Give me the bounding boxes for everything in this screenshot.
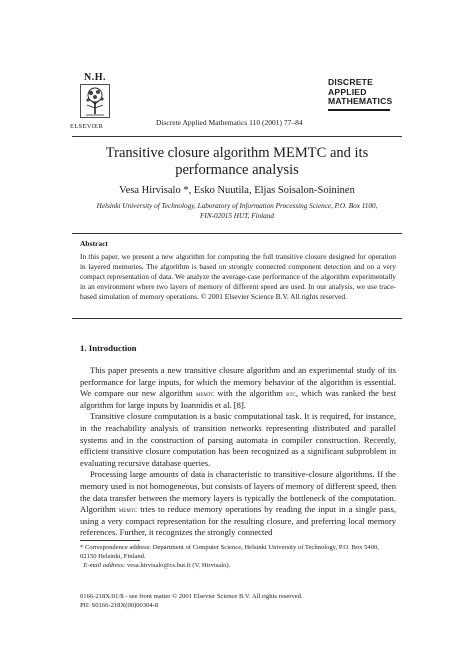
footnote-text: * Correspondence address: Department of Computer Science, Helsinki University of Technology, P.O. Box 5400, 02150 Helsinki, Finland. xyxy=(80,544,379,560)
text-run: with the algorithm xyxy=(214,388,287,399)
affiliation-line: FIN-02015 HUT, Finland xyxy=(200,211,274,220)
abstract-top-divider xyxy=(72,233,402,234)
journal-brand-line: DISCRETE xyxy=(328,77,374,87)
publisher-logo xyxy=(78,72,112,120)
footnote-email xyxy=(80,562,396,571)
journal-brand-line: MATHEMATICS xyxy=(328,96,393,106)
tree-logo-icon xyxy=(80,84,110,118)
algorithm-name: memtc xyxy=(118,505,138,515)
copyright-line: 0166-218X/01/$ - see front matter © 2001 Elsevier Science B.V. All rights reserved. xyxy=(80,593,303,600)
text-run: This paper presents a new transitive closure algorithm and an experimental study of its performance for large inputs, for which the memory behavior of the algorithm is essential. We compare our new algorithm xyxy=(80,365,396,399)
logo-text: N.H. xyxy=(84,72,106,83)
journal-brand xyxy=(328,78,392,111)
email-value: vesa.hirvisalo@cs.hut.fi (V. Hirvisalo). xyxy=(125,561,231,569)
header-divider xyxy=(72,136,402,137)
journal-brand-line: APPLIED xyxy=(328,86,367,97)
algorithm-name: memtc xyxy=(195,389,215,399)
author-list: Vesa Hirvisalo *, Esko Nuutila, Eljas Soisalon-Soininen xyxy=(119,185,355,196)
email-label: E-mail address: xyxy=(83,561,126,569)
publisher-name: ELSEVIER xyxy=(70,123,104,130)
text-run: tries to reduce memory operations by reading the input in a single pass, using a very compact representation for the resulting closure, and preferring local memory references. Further, it recognizes the strongly connected xyxy=(80,504,396,538)
journal-citation: Discrete Applied Mathematics 110 (2001) 77–84 xyxy=(156,118,303,127)
abstract-bottom-divider xyxy=(72,318,402,319)
footnote xyxy=(80,544,396,570)
footnote-divider xyxy=(80,540,140,541)
paragraph: Transitive closure computation is a basic computational task. It is required, for instance, in the reachability analysis of transition networks representing distributed and parallel systems and in the construction of parsing automata in compiler construction. Recently, efficient transitive closure computation has been recognized as a significant subproblem in evaluating recursive database queries. xyxy=(80,411,396,468)
title-line: Transitive closure algorithm MEMTC and its xyxy=(105,145,369,161)
section-body xyxy=(80,365,396,539)
title-line: performance analysis xyxy=(175,162,299,178)
pii-line: PII: S0166-218X(00)00304-8 xyxy=(80,601,159,609)
section-heading: 1. Introduction xyxy=(80,343,137,353)
text-run: , which was ranked the best algorithm for large inputs by Ioannidis et al. [8]. xyxy=(80,388,396,410)
algorithm-name: btc xyxy=(286,389,296,399)
journal-brand-rule xyxy=(328,109,390,111)
paper-title xyxy=(60,145,414,179)
abstract-heading: Abstract xyxy=(80,239,108,248)
text-run: Processing large amounts of data is characteristic to transitive-closure algorithms. If the memory used is not homogeneous, but consists of layers of memory of different speed, then the data transfer between the memory layers is typically the bottleneck of the computation. Algorithm xyxy=(80,469,396,515)
abstract-text: In this paper, we present a new algorithm for computing the full transitive closure designed for operation in layered memories. The algorithm is based on strongly connected component detection and on a very compact representation of data. We analyze the average-case performance of the algorithm experimentally in an environment where two layers of memory of different speed are used. In our analysis, we use trace-based simulation of memory operations. © 2001 Elsevier Science B.V. All rights reserved. xyxy=(80,252,396,301)
paragraph xyxy=(80,469,396,539)
affiliation-line: Helsinki University of Technology, Laboratory of Information Processing Science, P.O. Box 1100, xyxy=(96,202,378,210)
affiliation xyxy=(60,202,414,221)
footer-identifiers xyxy=(80,593,303,611)
paragraph xyxy=(80,365,396,411)
